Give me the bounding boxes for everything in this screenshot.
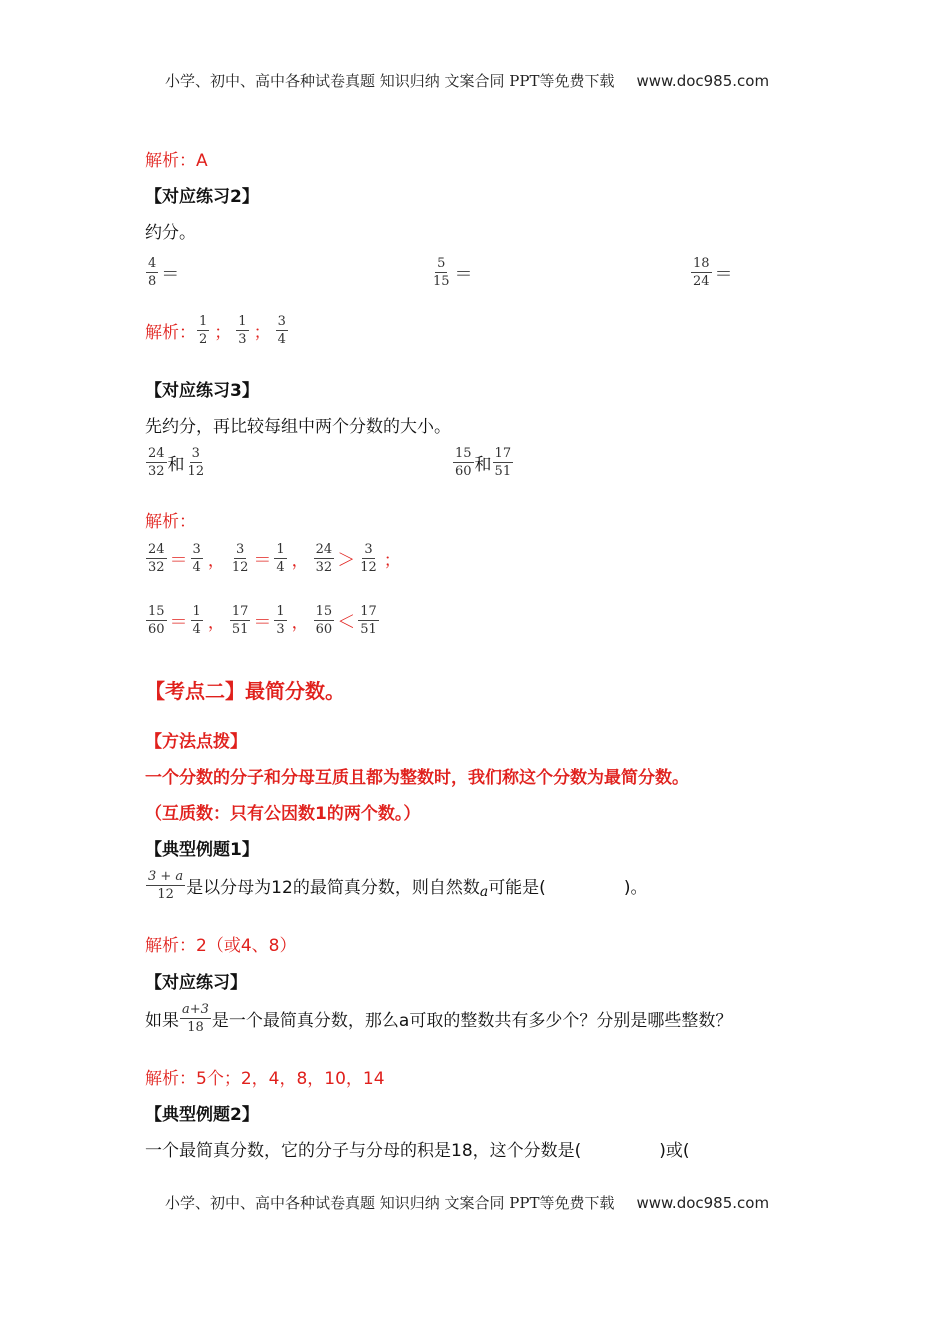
- header-text: 小学、初中、高中各种试卷真题 知识归纳 文案合同 PPT等免费下载: [165, 72, 615, 90]
- fraction: $\frac{3}{12}$: [187, 446, 205, 479]
- practice-2-item-1: [145, 256, 181, 289]
- practice-4-answer: 解析：5个；2，4，8，10，14: [145, 1069, 385, 1089]
- separator: ；: [253, 323, 271, 343]
- question-text: 一个最简真分数，它的分子与分母的积是18，这个分数是(: [145, 1141, 582, 1161]
- equals-sign: ＝: [169, 611, 188, 633]
- practice-4-question: [145, 1002, 732, 1035]
- practice-2-instruction: 约分。: [145, 223, 196, 243]
- header-site: www.doc985.com: [636, 72, 770, 90]
- answer-s1: 解析：A: [145, 151, 208, 171]
- practice-3-answer-line-2: [145, 604, 380, 637]
- and-word: 和: [474, 455, 492, 475]
- practice-3-instruction: 先约分，再比较每组中两个分数的大小。: [145, 417, 451, 437]
- equals-sign: ＝: [253, 549, 272, 571]
- practice-3-group-1: [145, 446, 207, 479]
- equals-sign: ＝: [454, 263, 473, 285]
- comma: ，: [207, 551, 225, 571]
- equals-sign: ＝: [161, 263, 180, 285]
- question-text-2: )或(: [659, 1141, 690, 1161]
- footer-text: 小学、初中、高中各种试卷真题 知识归纳 文案合同 PPT等免费下载: [165, 1194, 615, 1212]
- fraction: $\frac{1}{3}$: [238, 314, 247, 347]
- fraction: $\frac{15}{60}$: [315, 604, 333, 637]
- practice-4-title: 【对应练习】: [145, 973, 247, 993]
- fraction: $\frac{3}{4}$: [192, 542, 201, 575]
- equals-sign: ＝: [253, 611, 272, 633]
- fraction: $\frac{17}{51}$: [231, 604, 249, 637]
- example-1-title: 【典型例题1】: [145, 840, 259, 860]
- practice-3-group-2: [452, 446, 514, 479]
- page-header: [165, 70, 769, 91]
- fraction: $\frac{3}{12}$: [360, 542, 377, 575]
- practice-2-item-3: [690, 256, 735, 289]
- fraction: $\frac{4}{8}$: [148, 256, 157, 289]
- fraction: $\frac{24}{32}$: [148, 542, 165, 575]
- fraction: $\frac{3}{4}$: [277, 314, 286, 347]
- fraction: $\frac{3}{12}$: [231, 542, 249, 575]
- comma: ，: [291, 613, 309, 633]
- fraction: $\frac{1}{4}$: [276, 542, 285, 575]
- practice-3-title: 【对应练习3】: [145, 381, 259, 401]
- practice-3-answer-label: 解析：: [145, 512, 196, 532]
- fraction: $\frac{18}{24}$: [693, 256, 710, 289]
- fraction: $\frac{15}{60}$: [455, 446, 472, 479]
- semicolon: ；: [383, 551, 401, 571]
- section-2-title: 【考点二】最简分数。: [145, 679, 345, 703]
- fraction: $\frac{5}{15}$: [433, 256, 450, 289]
- answer-label: 解析：: [145, 323, 196, 343]
- example-1-question: [145, 869, 647, 902]
- comma: ，: [291, 551, 309, 571]
- method-note: （互质数：只有公因数1的两个数。）: [145, 804, 421, 824]
- practice-2-title: 【对应练习2】: [145, 187, 259, 207]
- footer-site: www.doc985.com: [636, 1194, 770, 1212]
- question-text-2: 可能是(: [488, 878, 546, 898]
- page-footer: [165, 1192, 769, 1213]
- comma: ，: [207, 613, 225, 633]
- example-2-title: 【典型例题2】: [145, 1105, 259, 1125]
- equals-sign: ＝: [714, 263, 733, 285]
- fraction: $\frac{1}{3}$: [276, 604, 285, 637]
- fraction: $\frac{24}{32}$: [315, 542, 333, 575]
- greater-than-sign: ＞: [337, 549, 356, 571]
- separator: ；: [214, 323, 232, 343]
- equals-sign: ＝: [169, 549, 188, 571]
- example-2-question: [145, 1136, 690, 1161]
- question-text-3: )。: [623, 878, 648, 898]
- fraction: $\frac{3 + a}{12}$: [148, 869, 184, 902]
- fraction: $\frac{17}{51}$: [494, 446, 512, 479]
- example-1-answer: 解析：2（或4、8）: [145, 936, 297, 956]
- fraction: $\frac{17}{51}$: [360, 604, 377, 637]
- question-prefix: 如果: [145, 1011, 179, 1031]
- method-title: 【方法点拨】: [145, 732, 247, 752]
- variable-a: a: [479, 883, 489, 900]
- fraction: $\frac{1}{2}$: [199, 314, 208, 347]
- practice-2-answer: [145, 314, 289, 347]
- practice-2-item-2: [430, 256, 475, 289]
- fraction: $\frac{24}{32}$: [148, 446, 165, 479]
- question-text: 是以分母为12的最简真分数，则自然数: [186, 878, 480, 898]
- question-text: 是一个最简真分数，那么a可取的整数共有多少个？分别是哪些整数？: [211, 1011, 733, 1031]
- fraction: $\frac{a+3}{18}$: [182, 1002, 209, 1035]
- fraction: $\frac{15}{60}$: [148, 604, 165, 637]
- fraction: $\frac{1}{4}$: [192, 604, 201, 637]
- less-than-sign: ＜: [337, 611, 356, 633]
- practice-3-answer-line-1: [145, 542, 405, 575]
- method-text: 一个分数的分子和分母互质且都为整数时，我们称这个分数为最简分数。: [145, 768, 689, 788]
- and-word: 和: [167, 455, 185, 475]
